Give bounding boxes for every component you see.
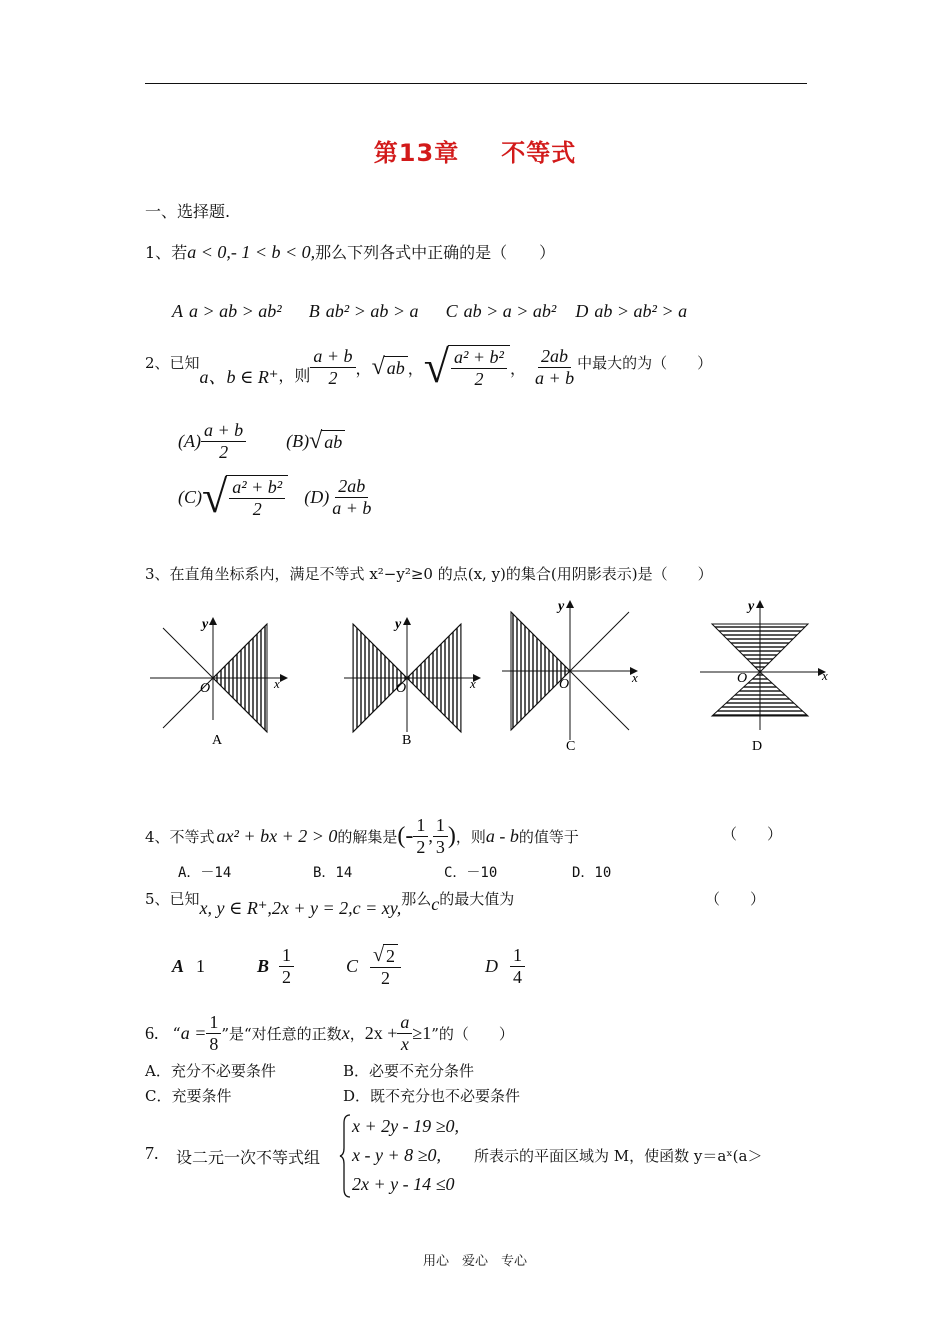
q3-graph-a: [150, 617, 288, 748]
q1-option-a: a > ab > ab²: [189, 301, 282, 321]
q1-option-d-letter: D: [575, 301, 589, 321]
q2-then: ，则: [278, 365, 311, 385]
question-6: [145, 1012, 514, 1054]
page-footer: 用心 爱心 专心: [422, 1254, 527, 1269]
q4-option-b: B．14: [313, 865, 353, 881]
q5-option-c-letter: C: [346, 955, 359, 976]
q7-line-2: x - y + 8 ≥0,: [352, 1145, 441, 1165]
q4-close-paren: ): [447, 822, 456, 849]
q3-graph-c: [502, 599, 638, 754]
q5-option-d: $\frac{1}{4}$: [510, 945, 525, 987]
q7-line-1: x + 2y - 19 ≥0,: [352, 1116, 459, 1136]
q2-sqrt-ab: √ ab: [372, 355, 408, 379]
q6-mid-text: ”是“对任意的正数: [221, 1024, 342, 1043]
chapter-topic: 不等式: [501, 139, 577, 167]
chapter-title: [0, 133, 950, 168]
q1-option-d: ab > ab² > a: [594, 301, 688, 321]
q6-a-equals: a =: [180, 1022, 207, 1043]
q3-b-x-label: x: [470, 676, 476, 691]
q2-option-d: $\frac{2ab}{a + b}$: [332, 475, 372, 518]
q7-line-3: 2x + y - 14 ≤0: [352, 1174, 455, 1194]
q2-option-a-letter: (A): [178, 430, 201, 451]
q3-graph-d: [700, 599, 828, 754]
q5-options: [172, 944, 525, 988]
q4-open-paren: (-: [397, 822, 414, 849]
q6-expr-post: ≥1: [412, 1022, 432, 1043]
q5-option-b-letter: B: [257, 955, 270, 976]
q1-option-b-letter: B: [308, 301, 320, 321]
question-5: [145, 888, 514, 919]
q5-answer-paren: （ ）: [705, 890, 766, 908]
q6-fraction: $\frac{1}{8}$: [206, 1012, 221, 1054]
q3-c-caption: C: [566, 739, 576, 754]
q1-option-c-letter: C: [445, 301, 458, 321]
q4-expression: a - b: [485, 825, 519, 846]
q6-option-c: C．充要条件: [145, 1087, 232, 1105]
q2-options-row-2: [178, 471, 374, 522]
q6-option-b: B．必要不充分条件: [343, 1062, 475, 1080]
q2-option-b-letter: (B): [286, 430, 310, 451]
q3-a-caption: A: [212, 733, 223, 748]
q3-c-origin: O: [559, 677, 570, 692]
q3-graph-b: [344, 617, 481, 748]
q3-d-origin: O: [737, 671, 748, 686]
q6-comma: ，: [349, 1024, 365, 1043]
q1-option-a-letter: A: [172, 301, 183, 321]
q4-number: 4、不等式: [145, 827, 215, 846]
q2-options-row-1: [178, 420, 345, 462]
question-3: 3、在直角坐标系内，满足不等式 x²−y²≥0 的点(x, y)的集合(用阴影表示)是（ ）: [145, 565, 713, 583]
q6-x: x: [341, 1022, 350, 1043]
q4-then: ，则: [455, 827, 486, 846]
chapter-number: 第13章: [373, 139, 460, 167]
q4-answer-paren: （ ）: [722, 825, 783, 843]
q6-option-a: A．充分不必要条件: [145, 1062, 276, 1080]
q4-mid-text: 的解集是: [337, 827, 398, 846]
q4-inequality: ax² + bx + 2 > 0: [216, 825, 338, 846]
q3-c-x-label: x: [632, 670, 638, 685]
q4-sep: ,: [428, 825, 433, 846]
q1-prefix: 若: [171, 243, 188, 262]
q5-mid-text: 那么: [401, 890, 432, 908]
q4-prompt: 的值等于: [518, 827, 579, 846]
q1-option-b: ab² > ab > a: [325, 301, 419, 321]
q2-prompt: 中最大的为（ ）: [577, 354, 713, 372]
q2-set: a、b ∈ R⁺: [199, 367, 279, 387]
q6-expr-pre: 2x +: [364, 1022, 398, 1043]
question-1: [145, 240, 555, 263]
q5-option-c: √ 2 2: [370, 944, 401, 988]
q4-fraction-2: $\frac{1}{3}$: [433, 815, 448, 857]
q2-option-b: √ ab: [309, 429, 345, 453]
q4-option-c: C．－10: [444, 865, 498, 881]
q6-quote-open: “: [172, 1023, 181, 1043]
header-rule: [145, 83, 807, 84]
q2-fraction-mean: $\frac{a + b}{2}$: [310, 346, 355, 388]
q1-option-c: ab > a > ab²: [463, 301, 557, 321]
q5-prompt: 的最大值为: [439, 890, 515, 908]
q6-number: 6.: [145, 1022, 159, 1043]
q4-fraction-1: $\frac{1}{2}$: [413, 815, 428, 857]
q6-prompt: ”的（ ）: [431, 1024, 514, 1043]
q4-option-d: D．10: [572, 865, 612, 881]
q1-options: [172, 301, 687, 322]
q3-c-y-label: y: [558, 599, 565, 614]
q5-option-b: $\frac{1}{2}$: [279, 945, 294, 987]
q3-a-x-label: x: [274, 676, 280, 691]
q2-option-c: √ $\frac{\text{a² + b²}}{2}$: [202, 474, 288, 520]
q7-brace: [338, 1113, 352, 1199]
q2-sqrt-rms: √ $\frac{\text{a² + b²}}{2}$: [424, 344, 510, 390]
q2-option-a: $\frac{a + b}{2}$: [201, 420, 246, 462]
q2-option-d-letter: (D): [304, 486, 330, 507]
section-heading: 一、选择题.: [145, 202, 231, 221]
q3-b-origin: O: [396, 681, 407, 696]
q2-comma-3: ，: [509, 358, 526, 378]
q2-option-c-letter: (C): [178, 486, 202, 507]
q2-fraction-harmonic: $\frac{2ab}{a + b}$: [534, 345, 575, 388]
q5-condition: x, y ∈ R⁺,2x + y = 2,c = xy,: [199, 898, 402, 918]
q1-condition: a < 0,- 1 < b < 0,: [187, 242, 316, 262]
q3-a-origin: O: [200, 681, 211, 696]
q5-option-a: 1: [196, 955, 206, 976]
q3-a-y-label: y: [202, 617, 209, 632]
q6-option-d: D．既不充分也不必要条件: [343, 1087, 521, 1105]
q3-d-x-label: x: [822, 668, 828, 683]
question-4: [145, 815, 579, 857]
q3-b-y-label: y: [395, 617, 402, 632]
q5-option-a-letter: A: [172, 955, 185, 976]
q3-d-caption: D: [752, 739, 763, 754]
q5-option-d-letter: D: [485, 955, 499, 976]
q2-comma-1: ，: [355, 358, 372, 378]
q5-number: 5、已知: [145, 890, 200, 908]
q1-number: 1、: [145, 243, 172, 262]
q7-number: 7.: [145, 1143, 159, 1163]
q2-comma-2: ，: [407, 358, 424, 378]
q2-number: 2、已知: [145, 354, 200, 372]
q3-b-caption: B: [402, 733, 412, 748]
q7-suffix: 所表示的平面区域为 M，使函数 y＝aˣ(a＞: [474, 1147, 763, 1165]
q3-d-y-label: y: [748, 599, 755, 614]
question-2: [145, 341, 713, 392]
q4-option-a: A．－14: [178, 865, 232, 881]
q3-graphs: [140, 590, 840, 765]
q6-fraction-ax: $\frac{a}{x}$: [397, 1012, 412, 1054]
q1-prompt: 那么下列各式中正确的是（ ）: [315, 243, 556, 262]
q5-variable: c: [431, 894, 440, 914]
q7-prefix: 设二元一次不等式组: [176, 1148, 321, 1167]
